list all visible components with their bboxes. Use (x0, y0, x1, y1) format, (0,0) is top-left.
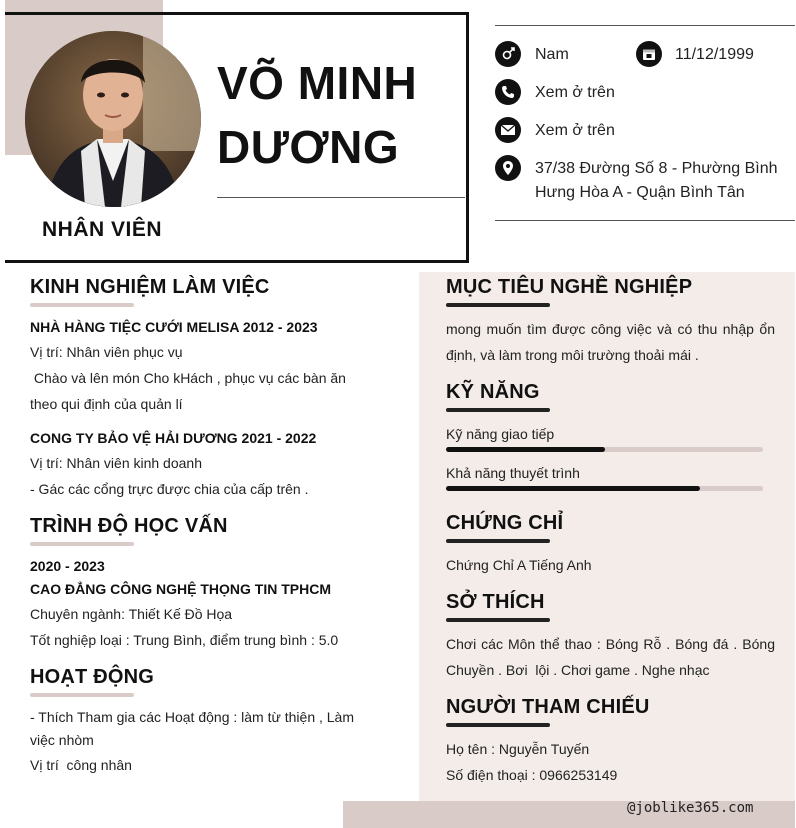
hobbies-line-2: Chuyền . Bơi lội . Chơi game . Nghe nhạc (446, 662, 710, 678)
references-underline (446, 723, 550, 727)
contact-bottom-rule (495, 220, 795, 221)
address-line-1: 37/38 Đường Số 8 - Phường Bình (535, 160, 778, 177)
activities-title: HOẠT ĐỘNG (30, 666, 155, 688)
skill-2-bar-fill (446, 486, 700, 491)
skills-underline (446, 408, 550, 412)
education-major: Chuyên ngành: Thiết Kế Đồ Họa (30, 606, 233, 622)
objective-title: MỤC TIÊU NGHỀ NGHIỆP (446, 276, 693, 298)
phone-value: Xem ở trên (535, 84, 615, 101)
email-value: Xem ở trên (535, 122, 615, 139)
avatar (25, 31, 201, 207)
skill-1-label: Kỹ năng giao tiếp (446, 426, 555, 442)
job-1-description-line-1: Chào và lên món Cho kHách , phục vụ các bàn ăn (30, 370, 346, 386)
skill-2-label: Khả năng thuyết trình (446, 465, 580, 481)
references-title: NGƯỜI THAM CHIẾU (446, 696, 650, 718)
education-school: CAO ĐẲNG CÔNG NGHỆ THỌNG TIN TPHCM (30, 581, 331, 597)
gender-icon (495, 41, 521, 67)
skills-title: KỸ NĂNG (446, 381, 540, 403)
certificates-underline (446, 539, 550, 543)
objective-line-1: mong muốn tìm được công việc và có thu nhập ổn (446, 321, 775, 337)
location-icon (495, 155, 521, 181)
email-icon (495, 117, 521, 143)
birthdate-value: 11/12/1999 (675, 46, 754, 63)
job-2-heading: CONG TY BẢO VỆ HẢI DƯƠNG 2021 - 2022 (30, 430, 317, 446)
reference-phone: Số điện thoại : 0966253149 (446, 767, 618, 783)
certificate-item: Chứng Chỉ A Tiếng Anh (446, 557, 592, 573)
name-first-line: VÕ MINH (217, 57, 418, 109)
address-line-2: Hưng Hòa A - Quận Bình Tân (535, 184, 745, 201)
certificates-title: CHỨNG CHỈ (446, 512, 564, 534)
objective-underline (446, 303, 550, 307)
education-grade: Tốt nghiệp loại : Trung Bình, điểm trung bình : 5.0 (30, 632, 339, 648)
reference-name: Họ tên : Nguyễn Tuyến (446, 741, 590, 757)
hobbies-line-1: Chơi các Môn thể thao : Bóng Rỗ . Bóng đá . Bóng (446, 636, 775, 652)
footer-brand[interactable]: @joblike365.com (627, 800, 754, 816)
job-1-description-line-2: theo qui định của quản lí (30, 396, 183, 412)
gender-value: Nam (535, 46, 569, 63)
calendar-icon (636, 41, 662, 67)
job-2-description: - Gác các cổng trực được chia của cấp trên . (30, 481, 309, 497)
job-1-heading: NHÀ HÀNG TIỆC CƯỚI MELISA 2012 - 2023 (30, 319, 318, 335)
experience-title: KINH NGHIỆM LÀM VIỆC (30, 276, 270, 298)
education-underline (30, 542, 134, 546)
hobbies-underline (446, 618, 550, 622)
activities-line-2: việc nhòm (30, 732, 94, 748)
activities-underline (30, 693, 134, 697)
objective-line-2: định, và làm trong môi trường thoải mái . (446, 347, 699, 363)
skill-1-bar-fill (446, 447, 605, 452)
activities-line-1: - Thích Tham gia các Hoạt động : làm từ thiện , Làm (30, 709, 355, 725)
hobbies-title: SỞ THÍCH (446, 591, 545, 613)
education-years: 2020 - 2023 (30, 558, 105, 574)
experience-underline (30, 303, 134, 307)
education-title: TRÌNH ĐỘ HỌC VẤN (30, 515, 228, 537)
name-second-line: DƯƠNG (217, 121, 400, 173)
activities-line-3: Vị trí công nhân (30, 757, 132, 773)
job-2-position: Vị trí: Nhân viên kinh doanh (30, 455, 202, 471)
contact-top-rule (495, 25, 795, 26)
job-title: NHÂN VIÊN (42, 218, 163, 241)
job-1-position: Vị trí: Nhân viên phục vụ (30, 344, 183, 360)
skill-1-bar-track (446, 447, 763, 452)
skill-2-bar-track (446, 486, 763, 491)
name-divider (217, 197, 465, 198)
phone-icon (495, 79, 521, 105)
